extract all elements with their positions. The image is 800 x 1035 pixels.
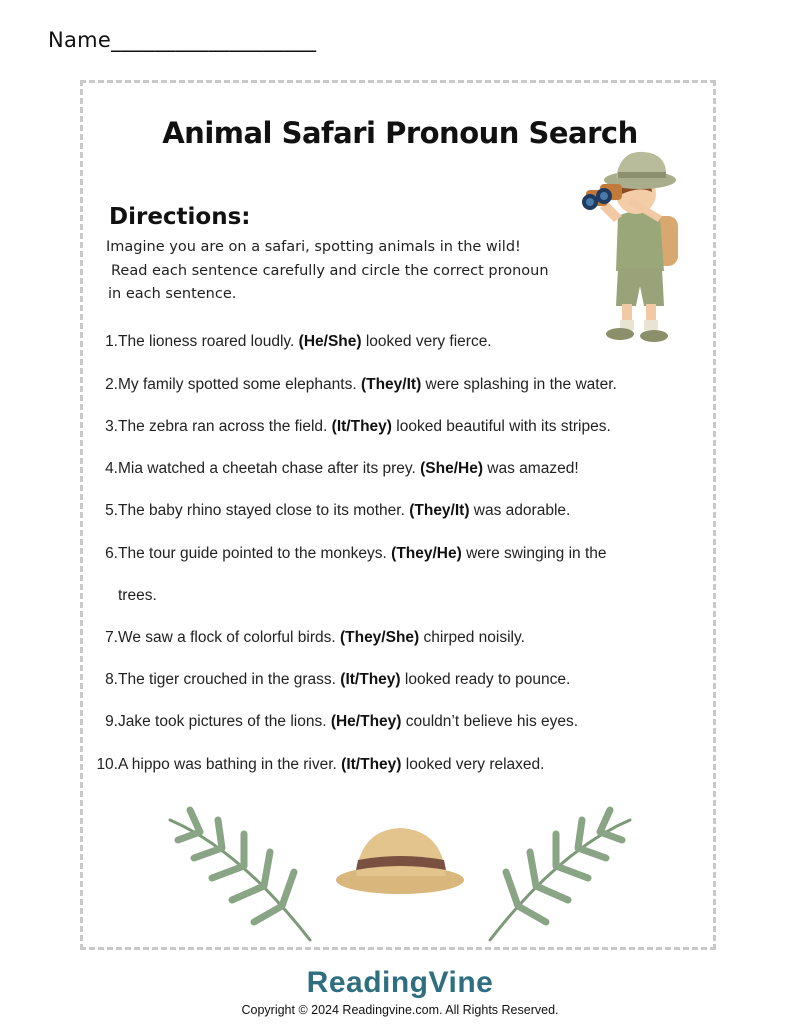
directions-heading: Directions: (109, 204, 251, 230)
directions-line: Read each sentence carefully and circle the correct pronoun (111, 262, 549, 279)
pronoun-options[interactable]: (He/She) (298, 333, 362, 350)
question-number: 2. (105, 376, 118, 393)
question-item (80, 756, 720, 774)
question-item (80, 418, 720, 436)
question-text: Jake took pictures of the lions. (118, 713, 331, 730)
palm-leaf-icon (490, 810, 630, 940)
question-text-end: looked ready to pounce. (400, 671, 571, 688)
question-text-end: couldn’t believe his eyes. (401, 713, 579, 730)
question-text: The tour guide pointed to the monkeys. (118, 545, 392, 562)
question-text: The zebra ran across the field. (118, 418, 332, 435)
question-number: 8. (105, 671, 118, 688)
safari-decoration (160, 800, 640, 950)
question-text-end: looked very fierce. (361, 333, 492, 350)
question-item (80, 460, 720, 478)
pronoun-options[interactable]: (It/They) (340, 671, 401, 688)
question-item (80, 713, 720, 731)
question-text: Mia watched a cheetah chase after its prey. (118, 460, 421, 477)
question-text-end: was adorable. (469, 502, 571, 519)
logo-reading: Reading (306, 966, 429, 999)
question-item (80, 376, 720, 394)
worksheet-title: Animal Safari Pronoun Search (162, 116, 638, 150)
question-text: My family spotted some elephants. (118, 376, 361, 393)
name-field-label: Name___________________ (48, 28, 317, 52)
question-text-end: was amazed! (483, 460, 579, 477)
question-item (80, 333, 720, 351)
safari-explorer-illustration (578, 146, 698, 351)
question-text: We saw a flock of colorful birds. (118, 629, 340, 646)
pronoun-options[interactable]: (They/It) (360, 376, 422, 393)
question-number: 7. (105, 629, 118, 646)
pronoun-options[interactable]: (It/They) (341, 756, 402, 773)
question-text: A hippo was bathing in the river. (118, 756, 342, 773)
readingvine-logo (0, 966, 800, 1000)
question-item (80, 629, 720, 647)
question-item (80, 502, 720, 520)
palm-leaf-icon (170, 810, 310, 940)
question-number: 9. (105, 713, 118, 730)
pronoun-options[interactable]: (He/They) (330, 713, 402, 730)
pronoun-options[interactable]: (She/He) (420, 460, 483, 477)
question-text-end: looked beautiful with its stripes. (391, 418, 611, 435)
directions-line: Imagine you are on a safari, spotting animals in the wild! (106, 239, 521, 255)
question-number: 5. (105, 502, 118, 519)
question-number: 1. (105, 333, 118, 350)
question-text: The lioness roared loudly. (118, 333, 299, 350)
pronoun-options[interactable]: (They/She) (339, 629, 420, 646)
question-item (80, 671, 720, 689)
question-text-end: were swinging in the (461, 545, 607, 562)
question-number: 10. (96, 756, 118, 773)
pronoun-options[interactable]: (They/He) (391, 545, 462, 562)
question-number: 6. (105, 545, 118, 562)
copyright-notice: Copyright © 2024 Readingvine.com. All Rights Reserved. (241, 1003, 559, 1017)
question-continuation-text: trees. (118, 587, 157, 604)
question-continuation (80, 587, 720, 605)
question-text: The tiger crouched in the grass. (118, 671, 341, 688)
pronoun-options[interactable]: (They/It) (409, 502, 470, 519)
question-item (80, 545, 720, 563)
directions-text (106, 236, 596, 307)
question-text: The baby rhino stayed close to its mother. (118, 502, 410, 519)
logo-vine: Vine (428, 966, 494, 999)
safari-hat-icon (336, 828, 464, 894)
directions-line: in each sentence. (108, 286, 237, 302)
pronoun-options[interactable]: (It/They) (331, 418, 392, 435)
question-text-end: looked very relaxed. (401, 756, 545, 773)
question-text-end: chirped noisily. (419, 629, 525, 646)
question-number: 4. (105, 460, 118, 477)
question-text-end: were splashing in the water. (421, 376, 617, 393)
question-number: 3. (105, 418, 118, 435)
